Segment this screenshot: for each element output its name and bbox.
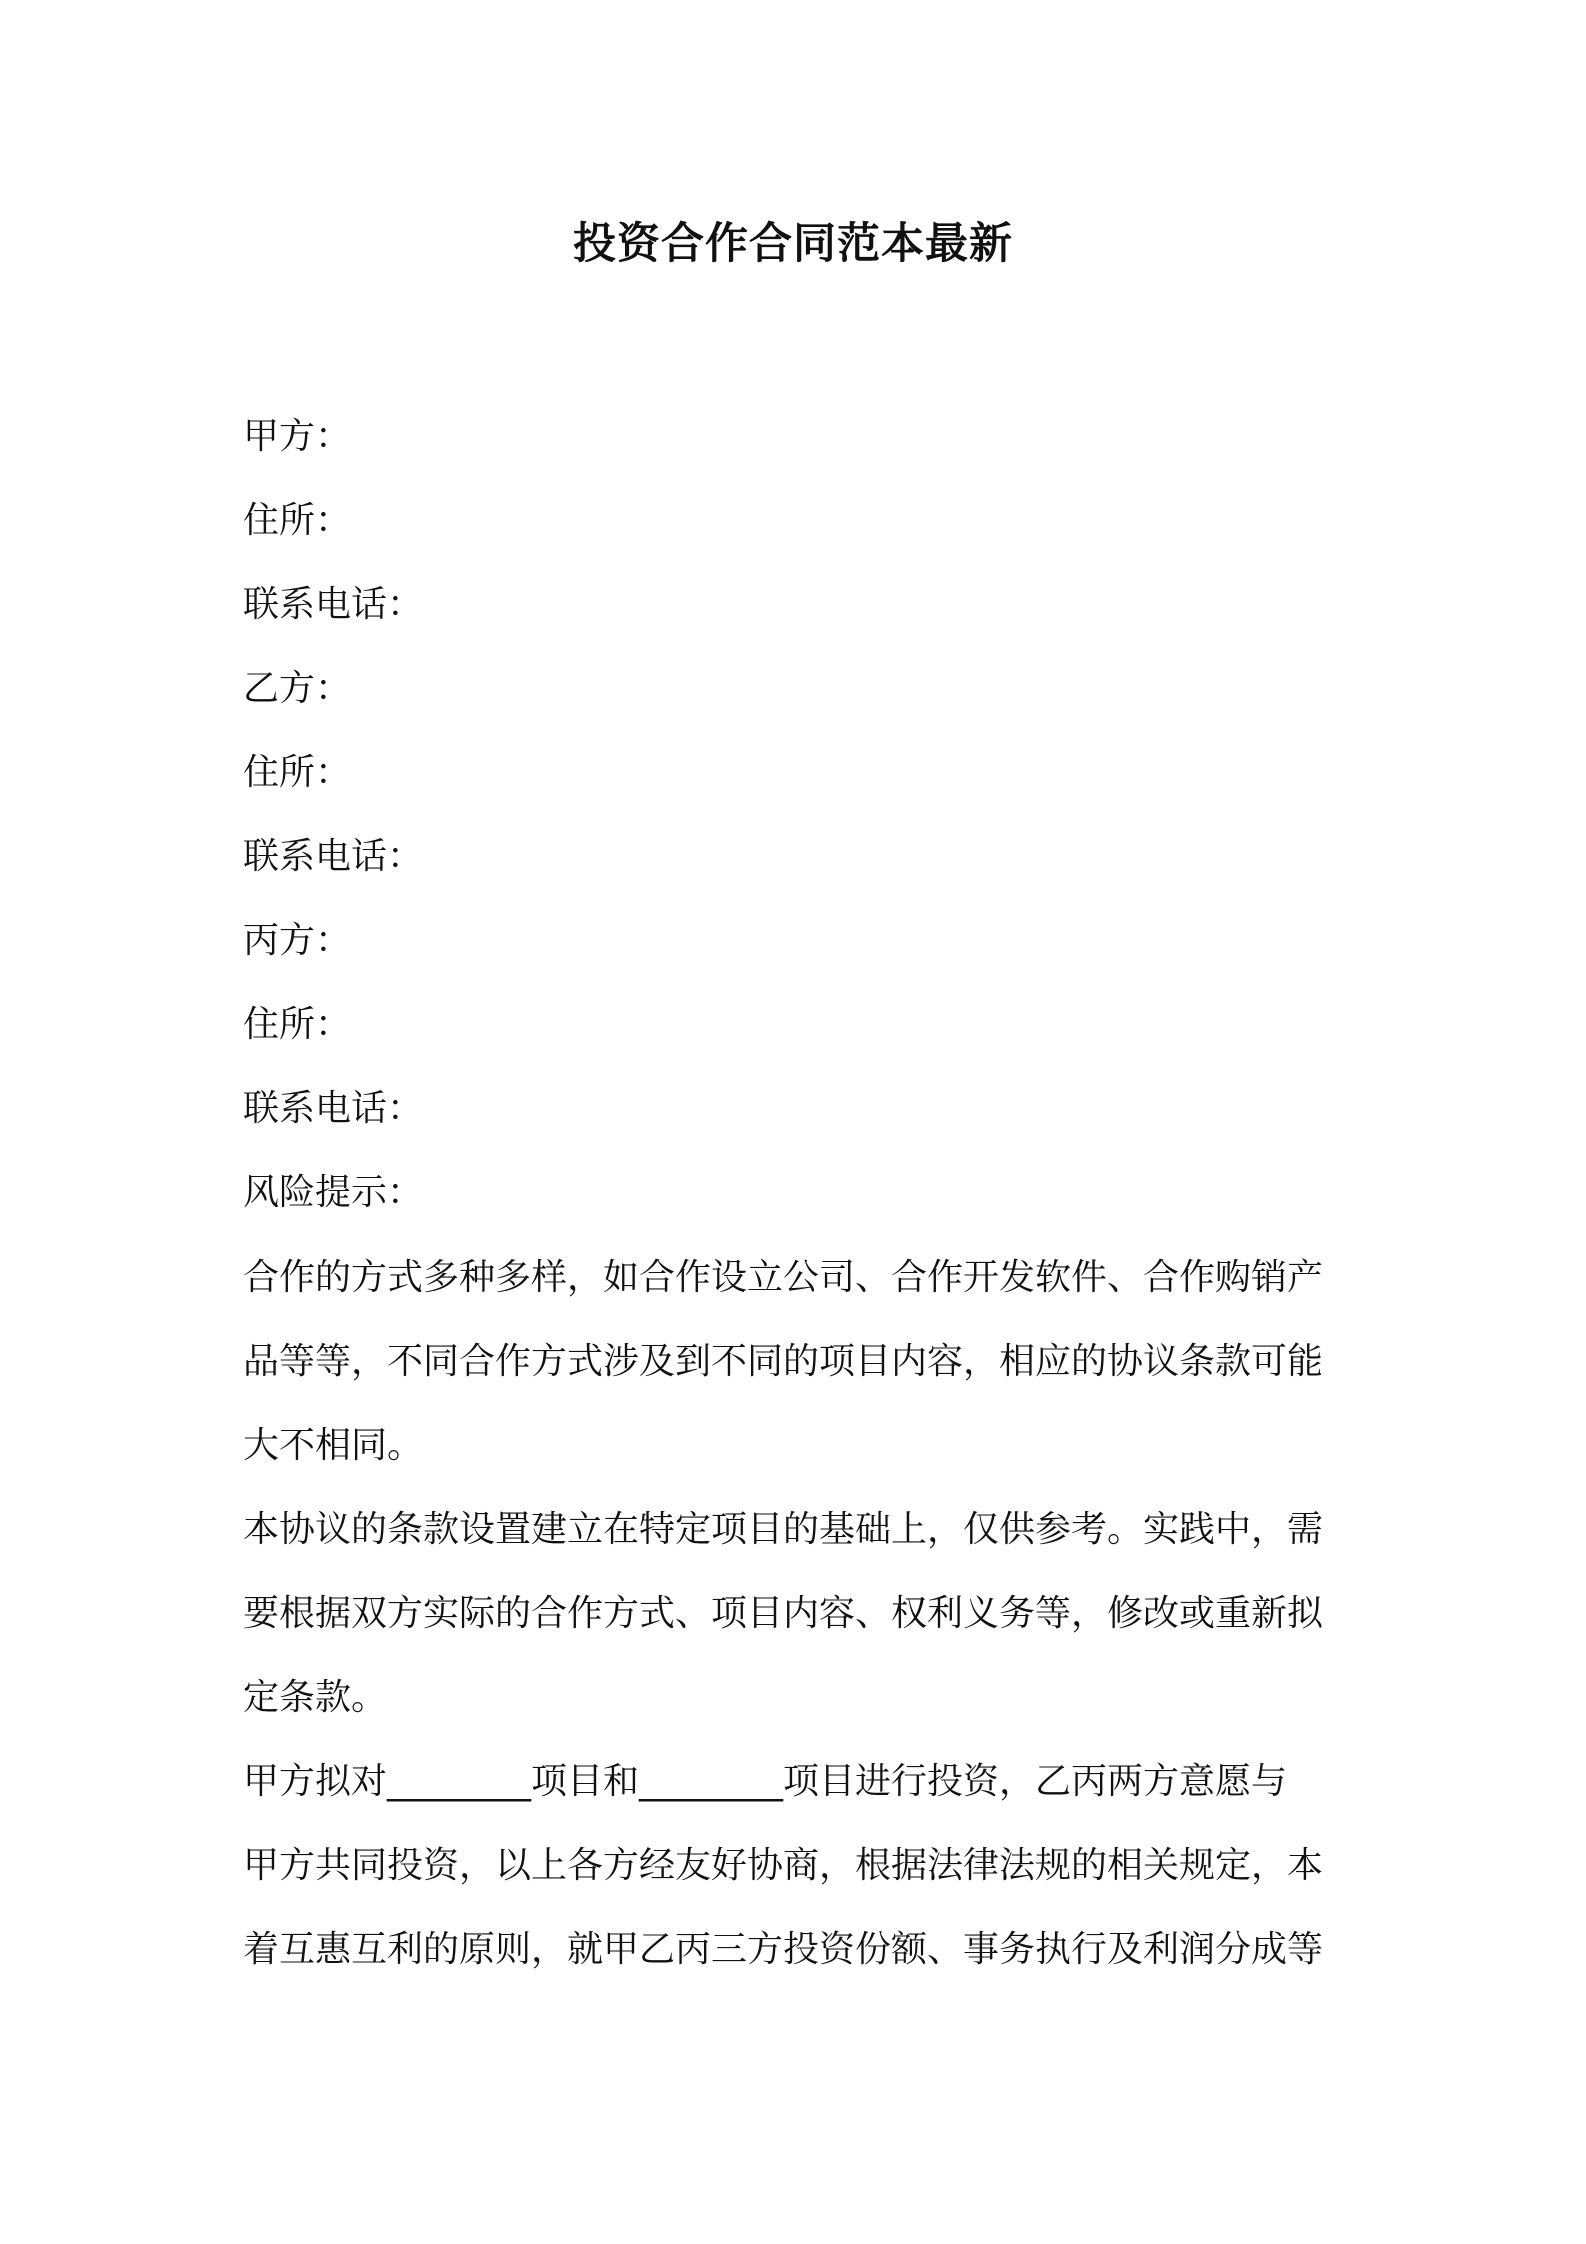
paragraph-line: 定条款。	[243, 1677, 388, 1718]
paragraph-cooperation-methods	[243, 1236, 1355, 1488]
party-a-address-label: 住所：	[243, 500, 352, 541]
party-a-phone-label: 联系电话：	[243, 584, 424, 625]
paragraph-line: 甲方共同投资，以上各方经友好协商，根据法律法规的相关规定，本	[243, 1845, 1324, 1886]
paragraph-line: 要根据双方实际的合作方式、项目内容、权利义务等，修改或重新拟	[243, 1593, 1324, 1634]
paragraph-agreement-terms	[243, 1488, 1355, 1740]
paragraph-line: 着互惠互利的原则，就甲乙丙三方投资份额、事务执行及利润分成等	[243, 1929, 1324, 1970]
paragraph-line: 本协议的条款设置建立在特定项目的基础上，仅供参考。实践中，需	[243, 1509, 1324, 1550]
party-b-label: 乙方：	[243, 668, 352, 709]
party-c-label: 丙方：	[243, 920, 352, 961]
paragraph-investment-intent	[243, 1740, 1355, 1992]
paragraph-line: 甲方拟对________项目和________项目进行投资，乙丙两方意愿与	[243, 1761, 1288, 1802]
party-b-address-label: 住所：	[243, 752, 352, 793]
paragraph-line: 品等等，不同合作方式涉及到不同的项目内容，相应的协议条款可能	[243, 1341, 1324, 1382]
document-title: 投资合作合同范本最新	[573, 219, 1013, 269]
party-b-phone-label: 联系电话：	[243, 836, 424, 877]
party-c-address-label: 住所：	[243, 1004, 352, 1045]
paragraph-line: 合作的方式多种多样，如合作设立公司、合作开发软件、合作购销产	[243, 1257, 1324, 1298]
party-c-phone-label: 联系电话：	[243, 1088, 424, 1129]
paragraph-line: 大不相同。	[243, 1425, 424, 1466]
party-a-label: 甲方：	[243, 416, 352, 457]
risk-notice-label: 风险提示：	[243, 1172, 424, 1213]
